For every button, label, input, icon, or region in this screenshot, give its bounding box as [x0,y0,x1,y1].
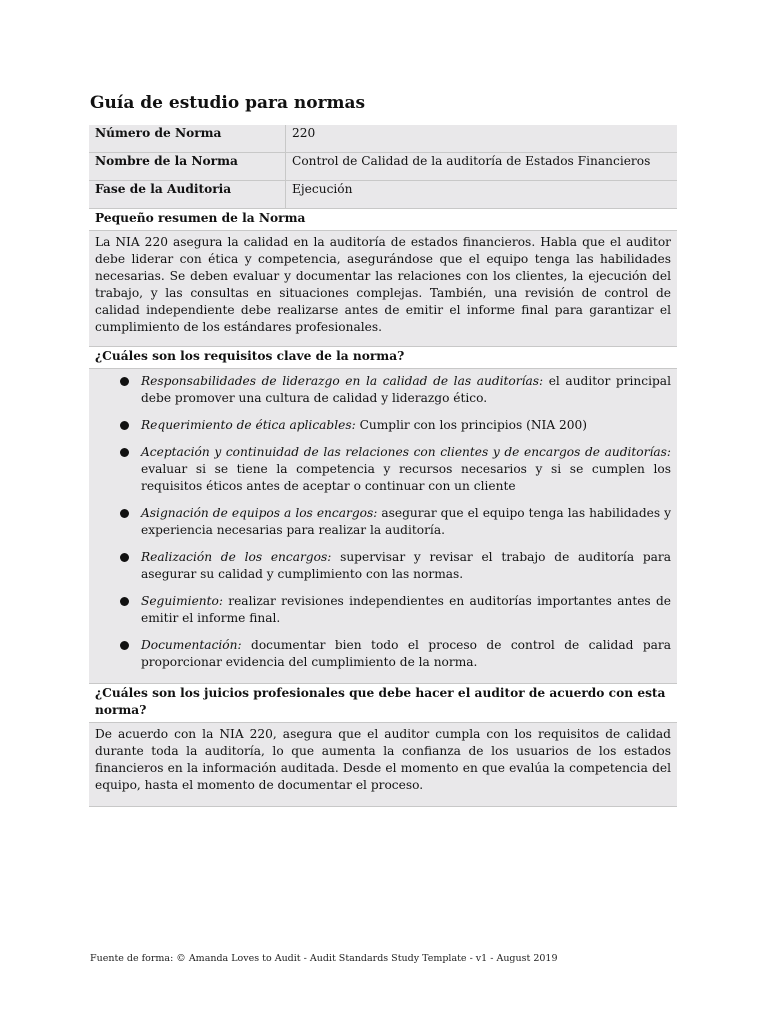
list-item [95,637,671,671]
study-guide-table [89,125,677,807]
judgments-text: De acuerdo con la NIA 220, asegura que el auditor cumpla con los requisitos de calidad durante toda la auditoría, lo que aumenta la confianza de los usuarios de los estados financieros en la información auditada. Desde el momento en que evalúa la competencia del equipo, hasta el momento de documentar el proceso. [89,723,677,807]
requirements-heading: ¿Cuáles son los requisitos clave de la norma? [89,347,677,369]
summary-heading-row [89,209,677,231]
bullet-icon [120,641,129,650]
footer-source: Fuente de forma: © Amanda Loves to Audit - Audit Standards Study Template - v1 - August 2019 [90,953,558,964]
page-title: Guía de estudio para normas [90,93,366,113]
requirement-term: Requerimiento de ética aplicables: [141,418,356,432]
requirement-term: Realización de los encargos: [141,550,332,564]
requirement-text: asegurar que el equipo tenga las habilidades y experiencia necesarias para realizar la auditoría. [141,506,671,537]
list-item [95,593,671,627]
bullet-icon [120,597,129,606]
requirements-body-row [89,369,677,684]
requirement-term: Documentación: [141,638,242,652]
requirements-cell [89,369,677,684]
audit-phase-value: Ejecución [286,181,678,209]
bullet-icon [120,377,129,386]
requirement-text: realizar revisiones independientes en auditorías importantes antes de emitir el informe final. [141,594,671,625]
judgments-heading-row [89,684,677,723]
summary-body-row [89,231,677,347]
summary-heading: Pequeño resumen de la Norma [89,209,677,231]
requirement-term: Responsabilidades de liderazgo en la calidad de las auditorías: [141,374,544,388]
list-item [95,444,671,495]
audit-phase-label: Fase de la Auditoria [89,181,286,209]
norm-number-label: Número de Norma [89,125,286,153]
norm-name-label: Nombre de la Norma [89,153,286,181]
requirement-term: Aceptación y continuidad de las relaciones con clientes y de encargos de auditorías: [141,445,671,459]
judgments-heading: ¿Cuáles son los juicios profesionales que debe hacer el auditor de acuerdo con esta norma? [89,684,677,723]
requirement-text: el auditor principal debe promover una cultura de calidad y liderazgo ético. [141,374,671,405]
norm-number-value: 220 [286,125,678,153]
requirement-term: Seguimiento: [141,594,223,608]
list-item [95,505,671,539]
requirements-heading-row [89,347,677,369]
requirement-text: Cumplir con los principios (NIA 200) [355,418,588,432]
bullet-icon [120,421,129,430]
requirement-text: documentar bien todo el proceso de control de calidad para proporcionar evidencia del cumplimiento de la norma. [141,638,671,669]
list-item [95,417,671,434]
list-item [95,373,671,407]
norm-name-value: Control de Calidad de la auditoría de Estados Financieros [286,153,678,181]
requirement-text: supervisar y revisar el trabajo de auditoría para asegurar su calidad y cumplimiento con las normas. [141,550,671,581]
summary-text: La NIA 220 asegura la calidad en la auditoría de estados financieros. Habla que el auditor debe liderar con ética y competencia, asegurándose que el equipo tenga las habilidades necesarias. Se deben evaluar y documentar las relaciones con los clientes, la ejecución del trabajo, y las consultas en situaciones complejas. También, una revisión de control de calidad independiente debe realizarse antes de emitir el informe final para garantizar el cumplimiento de los estándares profesionales. [89,231,677,347]
bullet-icon [120,553,129,562]
judgments-body-row [89,723,677,807]
info-row-norm-number [89,125,677,153]
requirement-text: evaluar si se tiene la competencia y recursos necesarios y si se cumplen los requisitos éticos antes de aceptar o continuar con un cliente [141,462,671,493]
list-item [95,549,671,583]
requirements-list [95,373,671,671]
bullet-icon [120,448,129,457]
info-row-audit-phase [89,181,677,209]
bullet-icon [120,509,129,518]
requirement-term: Asignación de equipos a los encargos: [141,506,378,520]
info-row-norm-name [89,153,677,181]
